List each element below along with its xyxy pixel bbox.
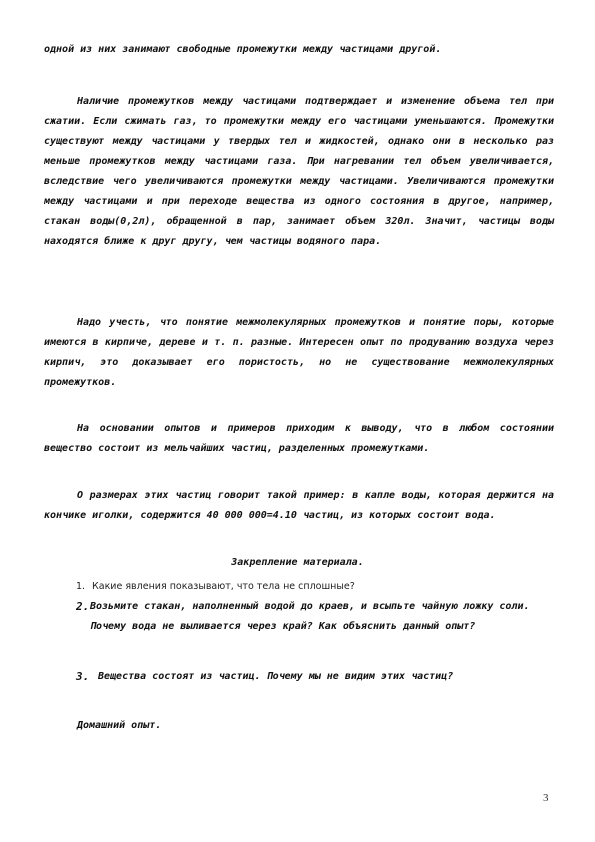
question-text: Вещества состоят из частиц. Почему мы не видим этих частиц? (98, 671, 454, 682)
paragraph-gaps-evidence: Наличие промежутков между частицами подтверждает и изменение объема тел при сжатии. Если сжимать газ, то промежутки между его частицами уменьшаются. Промежутки существуют между частицами у твердых тел и жидкостей, однако они в несколько раз меньше промежутков между частицами газа. При нагревании тел объем увеличивается, вследствие чего увеличиваются промежутки между частицами. Увеличиваются промежутки между частицами и при переходе вещества из одного состояния в другое, например, стакан воды(0,2л), обращенной в пар, занимает объем 320л. Значит, частицы воды находятся ближе к друг другу, чем частицы водяного пара. (44, 96, 554, 247)
question-list (76, 579, 556, 595)
question-number: 3. (76, 670, 90, 683)
question-item (76, 667, 556, 687)
page-number: 3 (543, 792, 549, 804)
homework-label: Домашний опыт. (77, 720, 162, 731)
question-number: 1. (76, 581, 86, 592)
question-text: Какие явления показывают, что тела не сплошные? (92, 581, 355, 592)
paragraph-continuation: одной из них занимают свободные промежутки между частицами другой. (44, 44, 442, 55)
question-item-2 (76, 597, 556, 637)
paragraph-conclusion: На основании опытов и примеров приходим к выводу, что в любом состоянии вещество состоит из мельчайших частиц, разделенных промежутками. (44, 423, 554, 454)
question-item-3 (76, 667, 556, 687)
question-number: 2. (76, 600, 90, 613)
question-item (76, 579, 556, 595)
question-item (76, 597, 556, 637)
paragraph-particle-size: О размерах этих частиц говорит такой пример: в капле воды, которая держится на кончике иголки, содержится 40 000 000=4.10 частиц, из которых состоит вода. (44, 490, 554, 521)
section-heading: Закрепление материала. (231, 557, 364, 568)
question-text: Возьмите стакан, наполненный водой до краев, и всыпьте чайную ложку соли. Почему вода не выливается через край? Как объяснить данный опыт? (90, 601, 530, 632)
paragraph-pores: Надо учесть, что понятие межмолекулярных промежутков и понятие поры, которые имеются в кирпиче, дереве и т. п. разные. Интересен опыт по продуванию воздуха через кирпич, это доказывает его пористость, но не существование межмолекулярных промежутков. (44, 317, 554, 388)
